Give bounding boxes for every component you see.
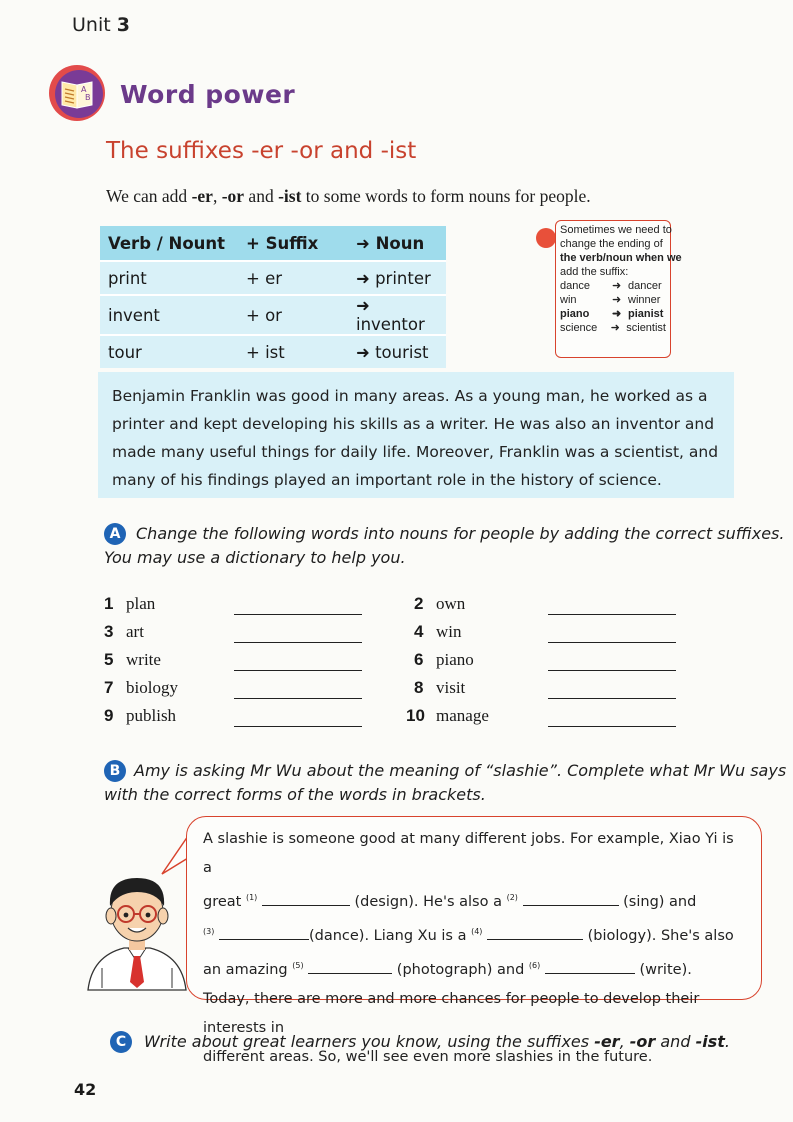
instruction-part: Write about great learners you know, using the suffixes	[144, 1032, 595, 1051]
passage-line: printer and kept developing his skills as a writer. He was also an inventor and	[112, 415, 715, 433]
exercise-item	[414, 590, 465, 618]
franklin-passage	[98, 372, 734, 498]
exercise-a-instruction-2: You may use a dictionary to help you.	[104, 548, 406, 567]
item-number: 8	[414, 678, 424, 697]
unit-label	[72, 14, 130, 36]
intro-suffix-ist: -ist	[278, 186, 302, 206]
note-intro	[560, 223, 682, 279]
bubble-text: (sing) and	[623, 894, 697, 910]
note-pair	[560, 279, 666, 293]
answer-blank[interactable]	[262, 891, 350, 906]
item-word: manage	[436, 706, 489, 725]
table-header-row	[100, 226, 446, 261]
table-cell: + er	[238, 261, 348, 295]
exercise-item	[414, 646, 474, 674]
item-word: write	[126, 650, 161, 669]
arrow-icon: ➜	[612, 280, 622, 292]
item-number: 9	[104, 706, 114, 725]
table-cell: + or	[238, 295, 348, 335]
note-from: dance	[560, 280, 590, 292]
bubble-text: (design). He's also a	[354, 894, 502, 910]
bubble-line	[203, 917, 747, 951]
item-word: win	[436, 622, 462, 641]
bubble-text: (dance). Liang Xu is a	[308, 928, 467, 944]
table-cell: ➜ printer	[348, 261, 446, 295]
table-row	[100, 295, 446, 335]
intro-part: We can add	[106, 186, 192, 206]
note-from: science	[560, 322, 598, 334]
table-cell: ➜ inventor	[348, 295, 446, 335]
blank-number: (5)	[292, 961, 304, 970]
instruction-suffix-or: -or	[629, 1032, 656, 1051]
note-line: Sometimes we need to	[560, 224, 672, 236]
unit-text: Unit	[72, 14, 111, 36]
item-word: biology	[126, 678, 178, 697]
table-cell: invent	[100, 295, 238, 335]
exercise-b-instruction-1: Amy is asking Mr Wu about the meaning of “slashie”. Complete what Mr Wu says	[134, 761, 787, 780]
section-title: Word power	[120, 80, 296, 109]
exercise-item	[104, 674, 178, 702]
bubble-text: different areas. So, we'll see even more slashies in the future.	[203, 1049, 653, 1065]
bubble-text: (biology). She's also	[587, 928, 734, 944]
blank-number: (2)	[506, 893, 518, 902]
note-to: dancer	[628, 280, 662, 292]
table-cell: ➜ tourist	[348, 335, 446, 368]
open-book-icon	[48, 64, 106, 122]
exercise-item	[104, 618, 144, 646]
arrow-icon: ➜	[612, 308, 622, 320]
exercise-item	[104, 646, 161, 674]
note-to: pianist	[628, 308, 664, 320]
note-to: winner	[628, 294, 661, 306]
suffix-table	[100, 226, 446, 368]
instruction-part: and	[655, 1032, 696, 1051]
arrow-icon: ➜	[612, 294, 622, 306]
exercise-item	[104, 702, 176, 730]
answer-blank[interactable]	[545, 959, 635, 974]
unit-number: 3	[116, 14, 130, 36]
header-verb-noun: Verb / Nount	[100, 226, 238, 261]
item-number: 7	[104, 678, 114, 697]
arrow-icon: ➜	[610, 322, 620, 334]
item-word: visit	[436, 678, 466, 697]
bubble-line	[203, 825, 747, 883]
exercise-a-instruction-1: Change the following words into nouns for people by adding the correct suffixes.	[136, 524, 785, 543]
intro-part: to some words to form nouns for people.	[301, 186, 591, 206]
note-from: piano	[560, 308, 590, 320]
item-word: plan	[126, 594, 156, 613]
item-word: own	[436, 594, 466, 613]
exercise-c-instruction	[144, 1030, 730, 1054]
table-row	[100, 261, 446, 295]
item-number: 4	[414, 622, 424, 641]
exercise-b-badge: B	[104, 760, 126, 782]
answer-blank[interactable]	[234, 708, 362, 727]
intro-suffix-er: -er	[191, 186, 213, 206]
instruction-part: .	[724, 1032, 730, 1051]
item-word: piano	[436, 650, 474, 669]
instruction-part: ,	[619, 1032, 630, 1051]
answer-blank[interactable]	[308, 959, 392, 974]
instruction-suffix-er: -er	[594, 1032, 620, 1051]
blank-number: (1)	[245, 893, 258, 902]
note-pair	[560, 293, 666, 307]
header-suffix: + Suffix	[238, 226, 348, 261]
intro-sentence	[106, 186, 591, 207]
spelling-note	[555, 220, 682, 358]
bubble-text: an amazing	[203, 962, 288, 978]
note-to: scientist	[626, 322, 666, 334]
bubble-text: Today, there are more and more chances for people to develop their interests in	[203, 991, 700, 1036]
note-pair	[560, 321, 666, 335]
bubble-line	[203, 951, 747, 985]
answer-blank[interactable]	[219, 925, 309, 940]
note-line: change the ending of	[560, 238, 663, 250]
intro-part: ,	[212, 186, 222, 206]
intro-part: and	[244, 186, 279, 206]
blank-number: (3)	[203, 927, 215, 936]
exercise-item	[414, 618, 462, 646]
page-number: 42	[74, 1080, 97, 1099]
passage-line: many of his findings played an important role in the history of science.	[112, 471, 662, 489]
bubble-text: A slashie is someone good at many different jobs. For example, Xiao Yi is a	[203, 831, 734, 876]
exercise-item	[414, 674, 465, 702]
table-cell: print	[100, 261, 238, 295]
answer-blank[interactable]	[548, 708, 676, 727]
answer-blank[interactable]	[234, 652, 362, 671]
item-number: 10	[406, 706, 425, 725]
bubble-text: (photograph) and	[396, 962, 525, 978]
bubble-text: (write).	[639, 962, 692, 978]
item-number: 6	[414, 650, 424, 669]
instruction-suffix-ist: -ist	[695, 1032, 725, 1051]
item-number: 1	[104, 594, 114, 613]
answer-blank[interactable]	[234, 596, 362, 615]
note-line: add the suffix:	[560, 266, 629, 278]
bubble-line	[203, 883, 747, 917]
answer-blank[interactable]	[234, 680, 362, 699]
table-cell: tour	[100, 335, 238, 368]
table-cell: + ist	[238, 335, 348, 368]
answer-blank[interactable]	[548, 652, 676, 671]
lesson-subtitle: The suffixes -er -or and -ist	[106, 138, 417, 164]
blank-number: (4)	[471, 927, 483, 936]
passage-line: Benjamin Franklin was good in many areas. As a young man, he worked as a	[112, 387, 708, 405]
exercise-item	[104, 590, 155, 618]
answer-blank[interactable]	[548, 596, 676, 615]
svg-text:A: A	[81, 85, 87, 94]
table-row	[100, 335, 446, 368]
intro-suffix-or: -or	[221, 186, 245, 206]
svg-text:B: B	[85, 93, 91, 102]
note-from: win	[560, 294, 577, 306]
item-number: 2	[414, 594, 424, 613]
note-pair	[560, 307, 666, 321]
exercise-b-instruction-2: with the correct forms of the words in brackets.	[104, 785, 486, 804]
blank-number: (6)	[528, 961, 541, 970]
bubble-text: great	[203, 894, 242, 910]
item-word: art	[126, 622, 144, 641]
passage-line: made many useful things for daily life. Moreover, Franklin was a scientist, and	[112, 443, 719, 461]
header-noun: ➜ Noun	[348, 226, 446, 261]
item-number: 5	[104, 650, 114, 669]
note-marker-dot	[536, 228, 556, 248]
answer-blank[interactable]	[234, 624, 362, 643]
answer-blank[interactable]	[523, 891, 619, 906]
note-line: the verb/noun when we	[560, 252, 682, 264]
answer-blank[interactable]	[548, 680, 676, 699]
exercise-item	[406, 702, 489, 730]
answer-blank[interactable]	[548, 624, 676, 643]
exercise-c-badge: C	[110, 1031, 132, 1053]
item-word: publish	[126, 706, 177, 725]
answer-blank[interactable]	[487, 925, 583, 940]
item-number: 3	[104, 622, 114, 641]
exercise-a-badge: A	[104, 523, 126, 545]
